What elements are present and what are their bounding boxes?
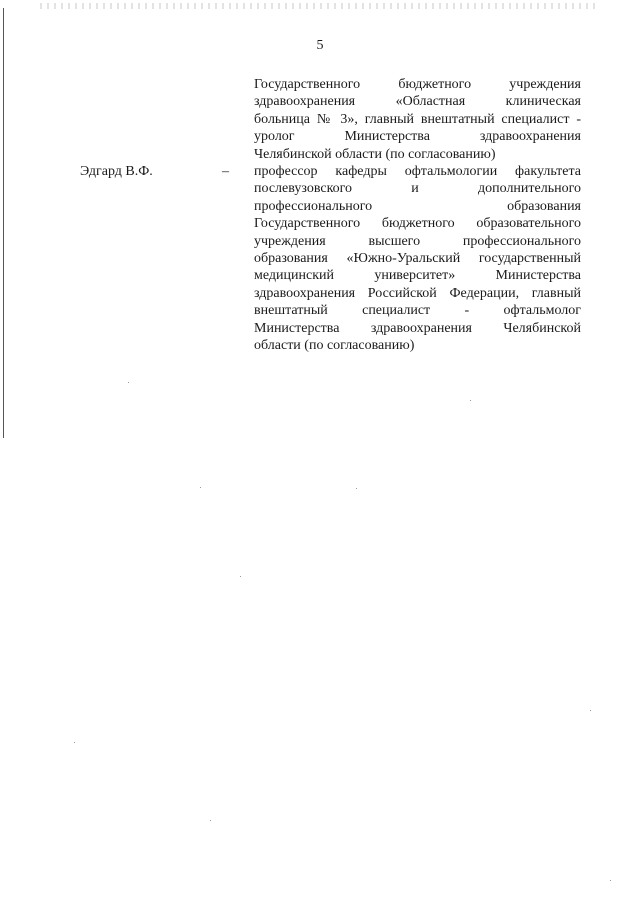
scan-speck: [74, 742, 75, 743]
entry-2-line: Государственного бюджетного образовательного: [254, 216, 581, 232]
entry-2-line: профессор кафедры офтальмологии факультета: [254, 164, 581, 179]
scan-edge-line: [3, 8, 4, 438]
scan-noise-top: [40, 3, 600, 9]
entry-1-line: Государственного бюджетного учреждения: [254, 77, 581, 92]
entry-2-line: Министерства здравоохранения Челябинской: [254, 320, 581, 336]
entry-1-line: здравоохранения «Областная клиническая: [254, 94, 581, 110]
entry-1-line: уролог Министерства здравоохранения: [254, 129, 581, 145]
entry-2-line: учреждения высшего профессионального: [254, 233, 581, 249]
entry-2-line: профессионального образования: [254, 198, 581, 214]
scan-speck: [356, 488, 357, 489]
page-number: 5: [316, 38, 324, 53]
scan-speck: [128, 382, 129, 383]
scan-speck: [200, 487, 201, 488]
entry-2-line: медицинский университет» Министерства: [254, 268, 581, 284]
entry-2-line: послевузовского и дополнительного: [254, 181, 581, 197]
entry-1-position-text: [254, 76, 581, 163]
entry-2-person-name: Эдгард В.Ф.: [80, 164, 153, 179]
entry-2-separator-dash: –: [222, 164, 229, 179]
entry-1-line: больница № 3», главный внештатный специалист -: [254, 111, 581, 127]
scan-speck: [590, 710, 591, 711]
scan-speck: [470, 400, 471, 401]
entry-2-line: здравоохранения Российской Федерации, главный: [254, 285, 581, 301]
entry-2-line: области (по согласованию): [254, 338, 415, 354]
entry-2-position-text: [254, 163, 581, 354]
entry-1-line: Челябинской области (по согласованию): [254, 146, 496, 162]
entry-2-line: внештатный специалист - офтальмолог: [254, 303, 581, 319]
scan-speck: [610, 880, 611, 881]
scan-speck: [210, 820, 211, 821]
scan-speck: [240, 576, 241, 577]
entry-2-line: образования «Южно-Уральский государственный: [254, 251, 581, 267]
